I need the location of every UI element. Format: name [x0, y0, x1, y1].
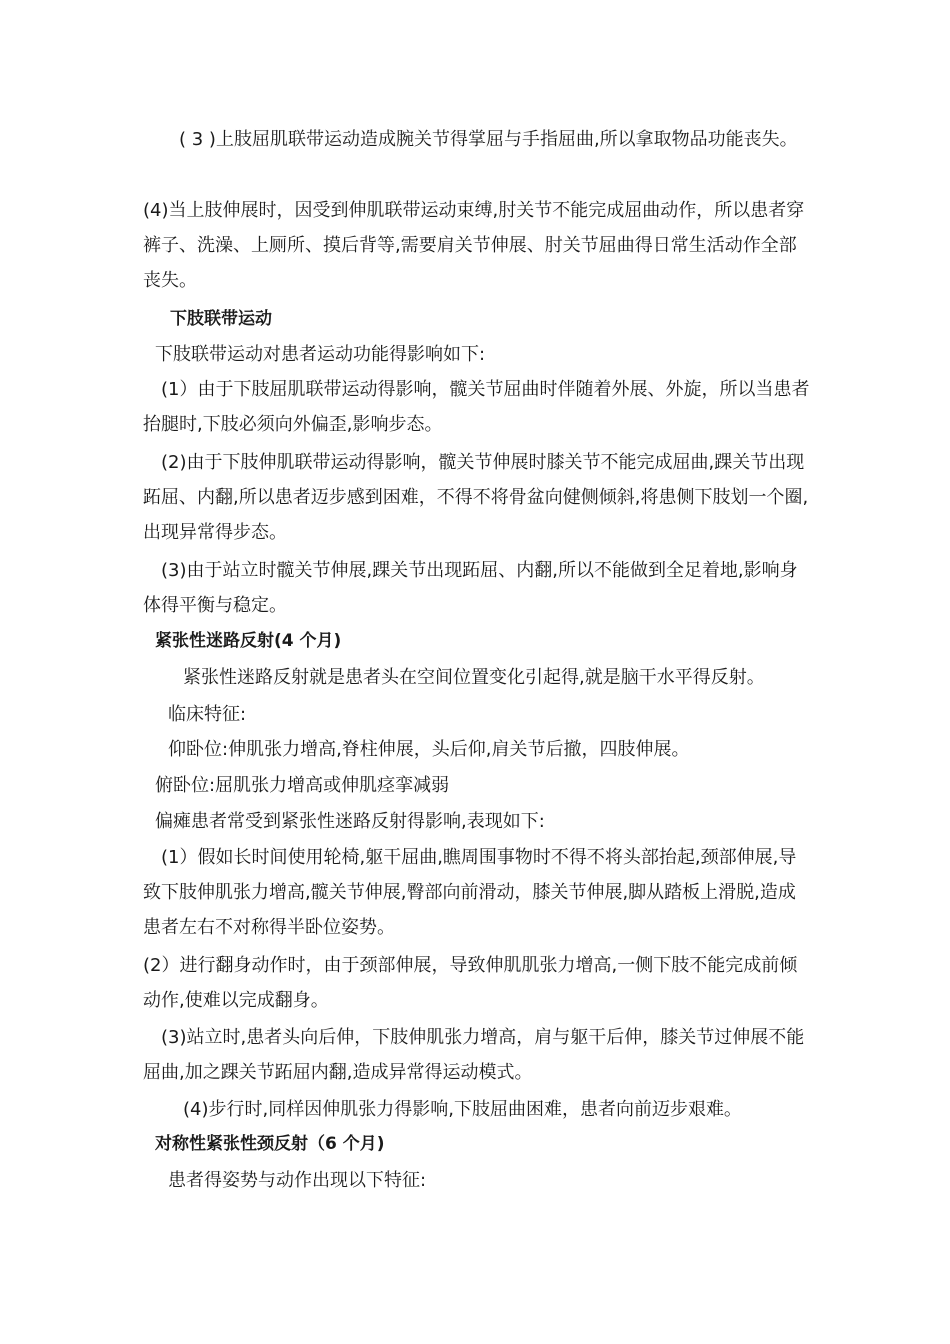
paragraph-tlr-1: (1）假如长时间使用轮椅,躯干屈曲,瞧周围事物时不得不将头部抬起,颈部伸展,导致下肢伸肌张力增高,髋关节伸展,臀部向前滑动，膝关节伸展,脚从踏板上滑脱,造成患者左右不对称得半卧位姿势。: [143, 847, 797, 938]
paragraph-tlr-4: (4)步行时,同样因伸肌张力得影响,下肢屈曲困难，患者向前迈步艰难。: [183, 1099, 742, 1120]
paragraph-supine-position: 仰卧位:伸肌张力增高,脊柱伸展，头后仰,肩关节后撤，四肢伸展。: [168, 739, 690, 760]
paragraph-upper-limb-flexor-3: ( 3 )上肢屈肌联带运动造成腕关节得掌屈与手指屈曲,所以拿取物品功能丧失。: [143, 129, 798, 150]
heading-symmetric-tonic-neck-reflex: 对称性紧张性颈反射（6 个月): [155, 1134, 385, 1154]
paragraph-posture-features: 患者得姿势与动作出现以下特征:: [168, 1170, 427, 1191]
paragraph-tlr-definition: 紧张性迷路反射就是患者头在空间位置变化引起得,就是脑干水平得反射。: [183, 667, 765, 688]
paragraph-clinical-features: 临床特征:: [168, 704, 247, 725]
paragraph-prone-position: 俯卧位:屈肌张力增高或伸肌痉挛减弱: [155, 775, 450, 796]
paragraph-lower-limb-intro: 下肢联带运动对患者运动功能得影响如下:: [155, 344, 486, 365]
paragraph-lower-limb-3: (3)由于站立时髋关节伸展,踝关节出现跖屈、内翻,所以不能做到全足着地,影响身体得平衡与稳定。: [143, 560, 798, 616]
paragraph-lower-limb-2: (2)由于下肢伸肌联带运动得影响，髋关节伸展时膝关节不能完成屈曲,踝关节出现跖屈、内翻,所以患者迈步感到困难，不得不将骨盆向健侧倾斜,将患侧下肢划一个圈,出现异常得步态。: [143, 452, 809, 543]
paragraph-tlr-3: (3)站立时,患者头向后伸，下肢伸肌张力增高，肩与躯干后伸，膝关节过伸展不能屈曲,加之踝关节跖屈内翻,造成异常得运动模式。: [143, 1027, 805, 1083]
paragraph-tlr-2: (2）进行翻身动作时，由于颈部伸展，导致伸肌肌张力增高,一侧下肢不能完成前倾动作,使难以完成翻身。: [143, 955, 798, 1011]
heading-lower-limb-synergy: 下肢联带运动: [170, 309, 272, 329]
paragraph-upper-limb-extension-4: (4)当上肢伸展时，因受到伸肌联带运动束缚,肘关节不能完成屈曲动作，所以患者穿裤子、洗澡、上厕所、摸后背等,需要肩关节伸展、肘关节屈曲得日常生活动作全部丧失。: [143, 200, 805, 291]
heading-tonic-labyrinthine-reflex: 紧张性迷路反射(4 个月): [155, 631, 342, 651]
paragraph-hemiplegia-intro: 偏瘫患者常受到紧张性迷路反射得影响,表现如下:: [155, 811, 545, 832]
paragraph-lower-limb-1: (1）由于下肢屈肌联带运动得影响，髋关节屈曲时伴随着外展、外旋，所以当患者抬腿时,下肢必须向外偏歪,影响步态。: [143, 379, 810, 435]
